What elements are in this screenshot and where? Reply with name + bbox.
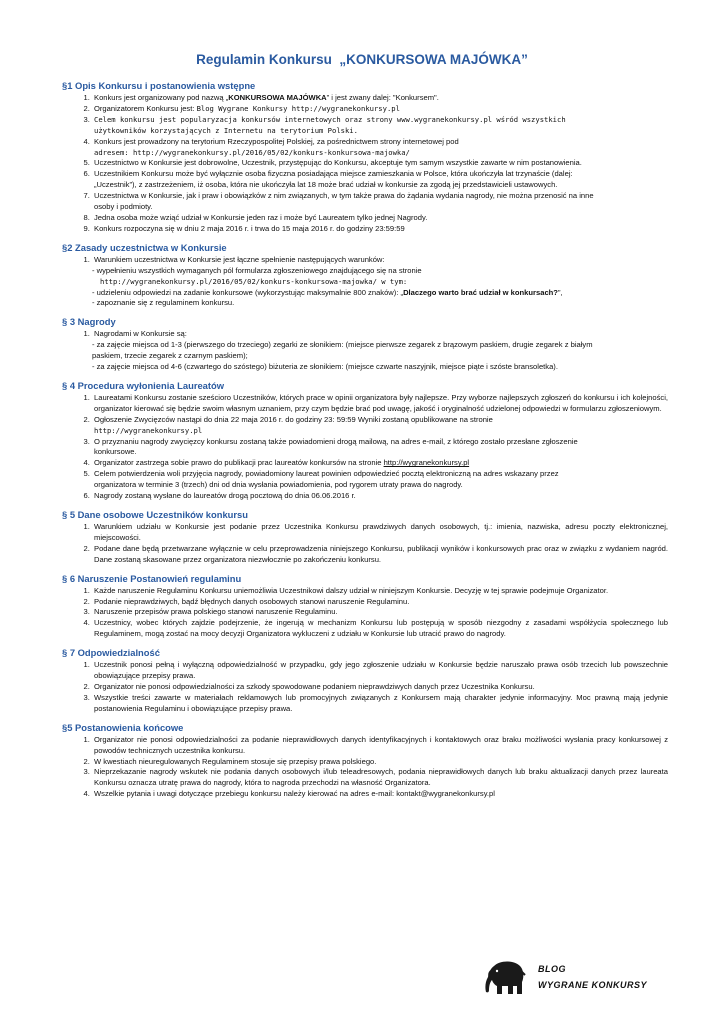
list-item: 3. Nieprzekazanie nagrody wskutek nie podania danych osobowych i/lub teleadresowych, podania nieprawidłowych danych lub braku aktualizacji danych przez laureata Konkursu oznacza utratę prawa do nagrody, która to nagroda przechodzi na własność Organizatora. <box>92 767 668 789</box>
list-item: 1. Laureatami Konkursu zostanie sześcioro Uczestników, których prace w opinii organizatora były najlepsze. Przy wyborze najlepszych zgłoszeń do konkursu i ich kolejności, organizator kierować się będzie swoim własnym uznaniem, przy czym będzie brać pod uwagę, jakość i oryginalność udzielonej odpowiedzi w formularzu zgłoszeniowym. <box>92 393 668 415</box>
list-item: 3. Celem konkursu jest popularyzacja konkursów internetowych oraz strony www.wygranekonkursy.pl wśród wszystkich użytkowników korzystających z Internetu na terytorium Polski. <box>92 115 668 137</box>
site-link[interactable]: http://wygranekonkursy.pl <box>383 458 470 468</box>
sub-line: - zapoznanie się z regulaminem konkursu. <box>92 298 235 308</box>
list-item: 2. Organizator nie ponosi odpowiedzialności za szkody spowodowane podaniem nieprawdziwych danych przez Uczestnika Konkursu. <box>92 682 668 693</box>
list-item: 3. Naruszenie przepisów prawa polskiego stanowi naruszenie Regulaminu. <box>92 607 668 618</box>
section-heading: §2 Zasady uczestnictwa w Konkursie <box>62 241 227 253</box>
list-item: 6. Uczestnikiem Konkursu może być wyłącznie osoba fizyczna posiadająca miejsce zamieszkania w Polsce, która ukończyła lat trzynaście (dalej: „Uczestnik”), z zastrzeżeniem, iż osoba, która nie ukończyła lat 18 może brać udział w konkursie za zgodą jej przedstawicieli ustawowych. <box>92 169 668 191</box>
list-item: 1. Warunkiem uczestnictwa w Konkursie jest łączne spełnienie następujących warunków: <box>92 255 668 266</box>
section-heading: §1 Opis Konkursu i postanowienia wstępne <box>62 80 256 91</box>
section-5 <box>62 509 668 566</box>
list-item: 4. Konkurs jest prowadzony na terytorium Rzeczypospolitej Polskiej, za pośrednictwem strony internetowej pod adresem: http://wygranekonkursy.pl/2016/05/02/konkurs-konkursowa-majowka/ <box>92 137 668 159</box>
section-3 <box>62 316 668 373</box>
form-link[interactable]: http://wygranekonkursy.pl/2016/05/02/konkurs-konkursowa-majowka/ <box>100 276 377 286</box>
section-final <box>62 722 668 800</box>
list-item: 1. Każde naruszenie Regulaminu Konkursu uniemożliwia Uczestnikowi dalszy udział w niniejszym Konkursie. Decyzję w tej sprawie podejmuje Organizator. <box>92 586 668 597</box>
list-item: 2. Podane dane będą przetwarzane wyłącznie w celu przeprowadzenia niniejszego Konkursu, publikacji wyników i konkursowych prac oraz w związku z wydaniem nagród. Dane zostaną skasowane przez organizatora niezwłocznie po zakończeniu konkursu. <box>92 544 668 566</box>
list-item: 4. Wszelkie pytania i uwagi dotyczące przebiegu konkursu należy kierować na adres e-mail: kontakt@wygranekonkursy.pl <box>92 789 668 800</box>
section-4 <box>62 380 668 502</box>
list-item: 2. Podanie nieprawdziwych, bądź błędnych danych osobowych stanowi naruszenie Regulaminu. <box>92 597 668 608</box>
section-heading: §5 Postanowienia końcowe <box>62 721 184 733</box>
section-2 <box>62 242 668 310</box>
list-item: 1. Warunkiem udziału w Konkursie jest podanie przez Uczestnika Konkursu prawdziwych danych osobowych, tj.: imienia, nazwiska, adresu poczty elektronicznej, miejscowości. <box>92 522 668 544</box>
sub-line: - za zajęcie miejsca od 4-6 (czwartego do szóstego) biżuteria ze słonikiem: (miejsce czwarte naszyjnik, miejsce piąte i szóste bransoletka). <box>92 362 558 372</box>
sub-line: - udzieleniu odpowiedzi na zadanie konkursowe (wykorzystując maksymalnie 800 znaków): „Dlaczego warto brać udział w konkursach?”, <box>92 287 563 297</box>
elephant-icon <box>480 958 528 996</box>
sub-line: - wypełnieniu wszystkich wymaganych pól formularza zgłoszeniowego znajdującego się na stronie <box>92 265 422 275</box>
list-item: 1. Konkurs jest organizowany pod nazwą „KONKURSOWA MAJÓWKA” i jest zwany dalej: "Konkursem". <box>92 93 668 104</box>
section-heading: § 5 Dane osobowe Uczestników konkursu <box>62 509 248 520</box>
page-title: Regulamin Konkursu „KONKURSOWA MAJÓWKA” <box>196 52 528 67</box>
logo-line-1: BLOG <box>538 964 566 974</box>
blog-logo <box>480 958 670 998</box>
logo-line-2: WYGRANE KONKURSY <box>538 980 648 990</box>
list-item: 9. Konkurs rozpoczyna się w dniu 2 maja 2016 r. i trwa do 15 maja 2016 r. do godziny 23:59:59 <box>92 224 668 235</box>
list-item: 1. Uczestnik ponosi pełną i wyłączną odpowiedzialność w przypadku, gdy jego zgłoszenie udziału w Konkursie będzie naruszało prawa osób trzecich lub powszechnie obowiązujące przepisy prawa. <box>92 660 668 682</box>
list-item: 1. Nagrodami w Konkursie są: <box>92 329 668 340</box>
list-item: 6. Nagrody zostaną wysłane do laureatów drogą pocztową do dnia 06.06.2016 r. <box>92 491 668 502</box>
list-item: 5. Uczestnictwo w Konkursie jest dobrowolne, Uczestnik, przystępując do Konkursu, akceptuje tym samym wszystkie zawarte w nim postanowienia. <box>92 158 668 169</box>
section-heading: § 3 Nagrody <box>62 316 116 328</box>
section-heading: § 6 Naruszenie Postanowień regulaminu <box>62 572 242 584</box>
list-item: 2. W kwestiach nieuregulowanych Regulaminem stosuje się przepisy prawa polskiego. <box>92 757 668 768</box>
sub-line: http://wygranekonkursy.pl/2016/05/02/konkurs-konkursowa-majowka/ w tym: <box>100 276 408 286</box>
list-item: 2. Organizatorem Konkursu jest: Blog Wygrane Konkursy http://wygranekonkursy.pl <box>92 104 668 115</box>
sub-line: - za zajęcie miejsca od 1-3 (pierwszego do trzeciego) zegarki ze słonikiem: (miejsce pierwsze zegarek z brązowym paskiem, drugie zegarek z białym <box>92 340 593 350</box>
list-item: 5. Celem potwierdzenia woli przyjęcia nagrody, powiadomiony laureat powinien odpowiedzieć pocztą elektroniczną na adres wskazany przez organizatora w terminie 3 (trzech) dni od dnia wysłania powiadomienia, pod rygorem utraty prawa do nagrody. <box>92 469 668 491</box>
list-item: 3. Wszystkie treści zawarte w materiałach reklamowych lub promocyjnych związanych z Konkursem mają charakter jedynie informacyjny. Moc prawną mają jedynie postanowienia Regulaminu i obowiązujące przepisy prawa. <box>92 693 668 715</box>
list-item: 1. Organizator nie ponosi odpowiedzialności za podanie nieprawidłowych danych identyfikacyjnych i kontaktowych oraz braku możliwości wysłania pracy konkursowej z powodów technicznych uczestnika konkursu. <box>92 735 668 757</box>
list-item: 7. Uczestnictwa w Konkursie, jak i praw i obowiązków z nim związanych, w tym także prawa do żądania wydania nagrody, nie można przenosić na inne osoby i podmioty. <box>92 191 668 213</box>
sub-line: paskiem, trzecie zegarek z czarnym paskiem); <box>92 351 248 361</box>
list-item: 2. Ogłoszenie Zwycięzców nastąpi do dnia 22 maja 2016 r. do godziny 23: 59:59 Wyniki zostaną opublikowane na stronie http://wygranekonkursy.pl <box>92 415 668 437</box>
list-item: 4. Organizator zastrzega sobie prawo do publikacji prac laureatów konkursów na stronie http://wygranekonkursy.pl <box>92 458 668 469</box>
section-heading: § 4 Procedura wyłonienia Laureatów <box>62 379 225 391</box>
regulations-body <box>62 80 668 800</box>
section-1 <box>62 80 668 235</box>
list-item: 3. O przyznaniu nagrody zwycięzcy konkursu zostaną także powiadomieni drogą mailową, na adres e-mail, z którego zostało przesłane zgłoszenie konkursowe. <box>92 437 668 459</box>
section-7 <box>62 647 668 715</box>
section-6 <box>62 573 668 641</box>
list-item: 4. Uczestnicy, wobec których zajdzie podejrzenie, że ingerują w mechanizm Konkursu lub postępują w sposób niezgodny z zasadami współżycia społecznego lub Regulaminem, mogą zostać na mocy decyzji Organizatora wykluczeni z udziału w Konkursie lub utracić prawo do nagrody. <box>92 618 668 640</box>
list-item: 8. Jedna osoba może wziąć udział w Konkursie jeden raz i może być Laureatem tylko jednej Nagrody. <box>92 213 668 224</box>
section-heading: § 7 Odpowiedzialność <box>62 647 160 659</box>
